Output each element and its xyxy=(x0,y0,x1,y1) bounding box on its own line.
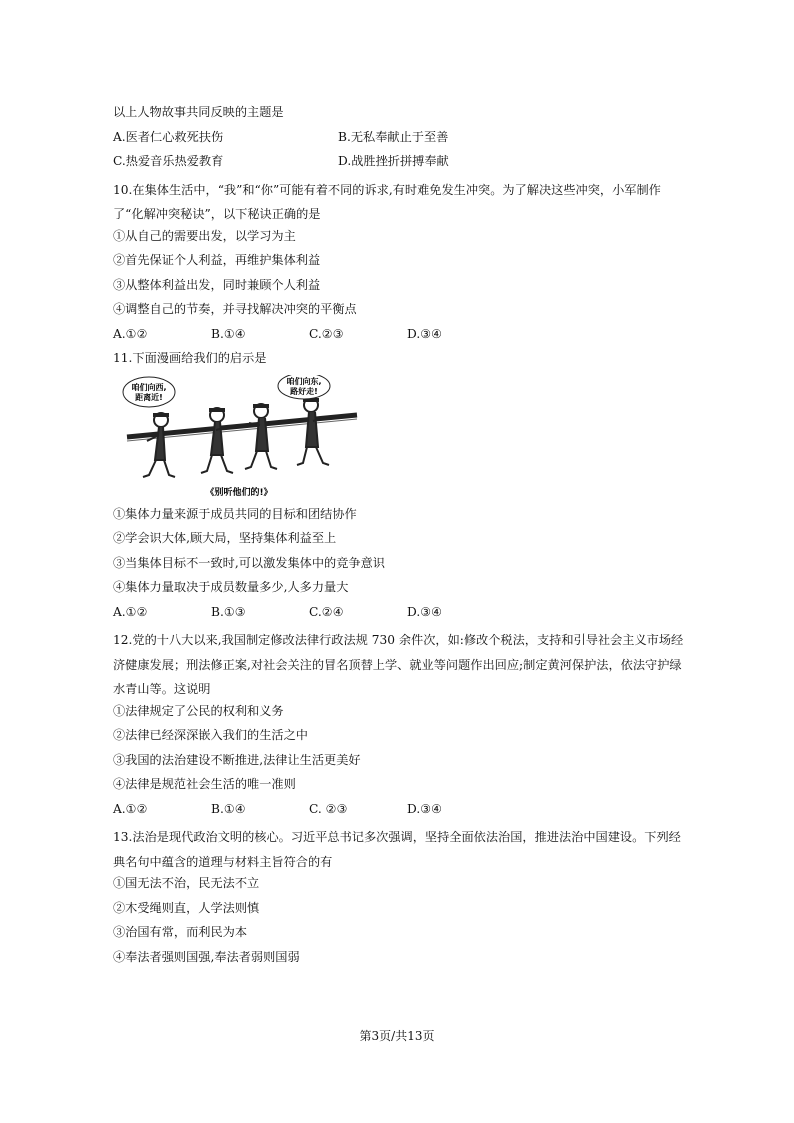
figure-3-icon xyxy=(245,404,277,469)
q10-option-d: D.③④ xyxy=(407,326,443,341)
q13-item-3: ③治国有常，而利民为本 xyxy=(113,925,248,939)
q11-item-4: ④集体力量取决于成员数量多少,人多力量大 xyxy=(113,580,349,594)
q11-option-c: C.②④ xyxy=(309,604,344,619)
exam-page xyxy=(113,104,688,973)
q13-item-1: ①国无法不治，民无法不立 xyxy=(113,876,260,890)
q12-option-b: B.①④ xyxy=(211,801,246,816)
figure-4-icon xyxy=(297,398,329,465)
q11-option-b: B.①③ xyxy=(211,604,246,619)
q11-option-a: A.①② xyxy=(113,604,148,619)
q9-options-row1 xyxy=(113,129,688,146)
bubble-left-line1: 咱们向西, xyxy=(131,382,167,392)
q9-option-c: C.热爱音乐热爱教育 xyxy=(113,154,224,168)
q12-item-4: ④法律是规范社会生活的唯一准则 xyxy=(113,777,296,791)
q12-stem: 12.党的十八大以来,我国制定修改法律行政法规 730 余件次，如:修改个税法，支持和引导社会主义市场经济健康发展；刑法修正案,对社会关注的冒名顶替上学、就业等问题作出回应;制定黄河保护法，依法守护绿水青山等。这说明 xyxy=(113,633,684,696)
q9-option-d: D.战胜挫折拼搏奉献 xyxy=(338,154,449,168)
q13-item-2: ②木受绳则直，人学法则慎 xyxy=(113,900,260,915)
q9-options-row2 xyxy=(113,153,688,170)
q11-item-2: ②学会识大体,顾大局，坚持集体利益至上 xyxy=(113,531,337,545)
q10-item-4: ④调整自己的节奏，并寻找解决冲突的平衡点 xyxy=(113,302,357,316)
q9-option-a: A.医者仁心救死扶伤 xyxy=(113,129,224,144)
q11-item-1: ①集体力量来源于成员共同的目标和团结协作 xyxy=(113,506,357,521)
q11-options xyxy=(113,604,688,621)
page-number: 第3页/共13页 xyxy=(359,1029,435,1043)
q10-item-3: ③从整体利益出发，同时兼顾个人利益 xyxy=(113,277,321,292)
figure-2-icon xyxy=(201,408,233,473)
cartoon-drawing xyxy=(119,375,359,500)
q12-item-3: ③我国的法治建设不断推进,法律让生活更美好 xyxy=(113,752,361,767)
q9-option-b: B.无私奉献止于至善 xyxy=(338,129,449,144)
bubble-left-line2: 距离近! xyxy=(135,392,163,402)
q10-item-2: ②首先保证个人利益，再维护集体利益 xyxy=(113,253,321,267)
figure-1-icon xyxy=(143,413,175,477)
cartoon-image xyxy=(119,375,359,500)
q10-stem: 10.在集体生活中，“我”和“你”可能有着不同的诉求,有时难免发生冲突。为了解决这些冲突，小军制作了“化解冲突秘诀”，以下秘诀正确的是 xyxy=(113,182,661,221)
cartoon-caption: 《别听他们的!》 xyxy=(205,487,273,498)
q12-option-c: C. ②③ xyxy=(309,801,348,816)
q12-options xyxy=(113,801,688,818)
q12-item-1: ①法律规定了公民的权利和义务 xyxy=(113,703,284,718)
q10-option-c: C.②③ xyxy=(309,326,344,341)
q9-stem: 以上人物故事共同反映的主题是 xyxy=(113,105,284,119)
q13-item-4: ④奉法者强则国强,奉法者弱则国弱 xyxy=(113,949,300,964)
q11-option-d: D.③④ xyxy=(407,604,443,619)
q10-item-1: ①从自己的需要出发，以学习为主 xyxy=(113,228,296,243)
q10-option-b: B.①④ xyxy=(211,326,246,341)
q12-option-d: D.③④ xyxy=(407,801,443,816)
q10-options xyxy=(113,326,688,343)
q12-option-a: A.①② xyxy=(113,801,148,816)
bubble-right-line1: 咱们向东, xyxy=(286,376,322,386)
bubble-right-line2: 路好走! xyxy=(290,386,318,396)
q11-stem: 11.下面漫画给我们的启示是 xyxy=(113,351,267,365)
q13-stem: 13.法治是现代政治文明的核心。习近平总书记多次强调，坚持全面依法治国，推进法治中国建设。下列经典名句中蕴含的道理与材料主旨符合的有 xyxy=(113,830,681,869)
q12-item-2: ②法律已经深深嵌入我们的生活之中 xyxy=(113,728,308,742)
q10-option-a: A.①② xyxy=(113,326,148,341)
q11-item-3: ③当集体目标不一致时,可以激发集体中的竞争意识 xyxy=(113,555,385,570)
